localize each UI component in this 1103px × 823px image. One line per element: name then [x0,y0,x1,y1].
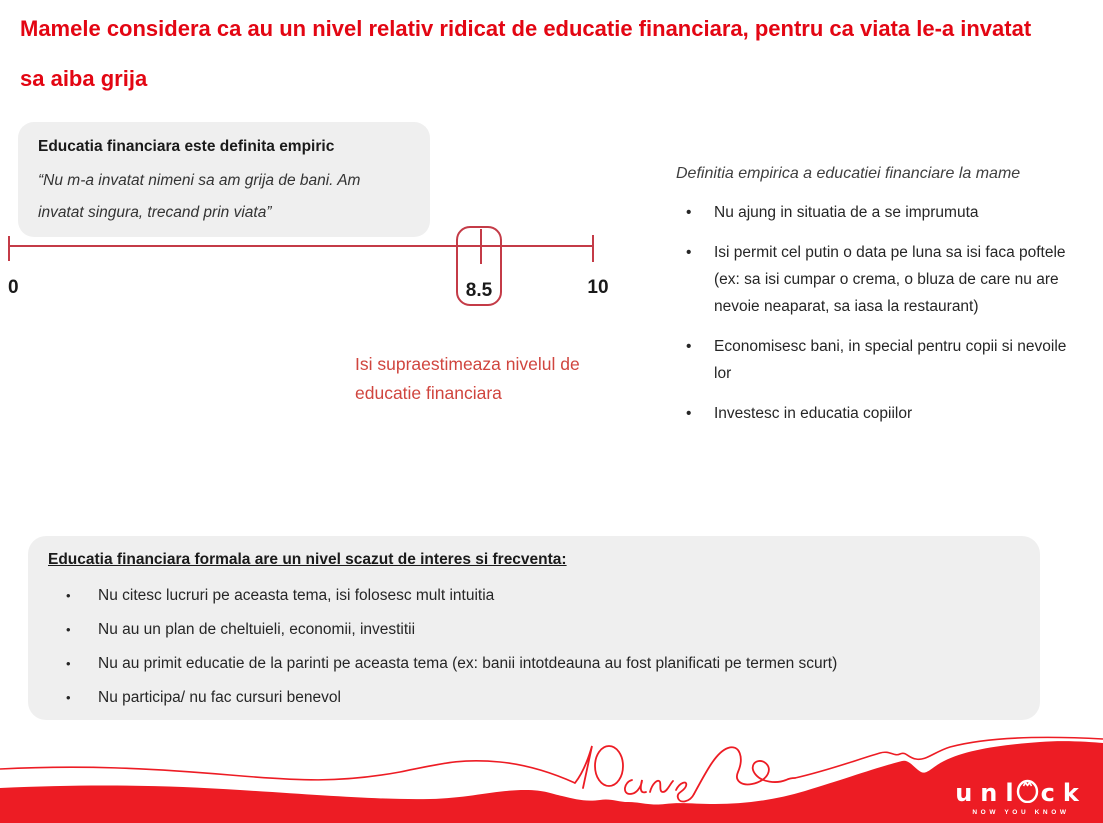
scale-max-label: 10 [587,277,609,298]
slide-title: Mamele considera ca au un nivel relativ ridicat de educatie financiara, pentru ca viata le-a invatat sa aiba grija [20,16,1032,91]
formal-list [48,586,1010,707]
empirical-box-heading: Educatia financiara este definita empiric [38,138,335,155]
list-item: • Isi permit cel putin o data pe luna sa isi faca poftele (ex: sa isi cumpar o crema, o bluza de care nu are nevoie neaparat, sa iasa la restaurant) [676,239,1074,320]
list-item: • Nu au primit educatie de la parinti pe aceasta tema (ex: banii intotdeauna au fost planificati pe termen scurt) [48,654,1010,673]
list-item: • Economisesc bani, in special pentru copii si nevoile lor [676,333,1074,387]
unlock-word-left: unl [955,778,1022,807]
list-item: • Nu participa/ nu fac cursuri benevol [48,688,1010,707]
footer-wave [0,728,1103,823]
empirical-box-quote: “Nu m-a invatat nimeni sa am grija de bani. Am invatat singura, trecand prin viata” [38,172,361,221]
ten-ans-script-icon [575,746,795,801]
unlock-wordmark [950,777,1092,808]
scale-marker-label: 8.5 [465,280,493,301]
definition-list-heading: Definitia empirica a educatiei financiare la mame [676,165,1021,182]
footer-wave-fill [0,741,1103,823]
empirical-definition-box [18,122,430,237]
definition-list [676,199,1074,427]
footer-wave-line-left [0,761,575,783]
scale-tick-min [8,236,10,261]
scale-axis-line [8,245,594,247]
unlock-logo [950,777,1092,816]
empirical-definition-list [676,165,1074,440]
scale-tick-max [592,235,594,262]
formal-box-heading: Educatia financiara formala are un nivel scazut de interes si frecventa: [48,551,567,568]
unlock-word-right: ck [1040,778,1087,807]
scale-min-label: 0 [8,277,19,298]
scale-caption: Isi supraestimeaza nivelul de educatie financiara [355,354,580,403]
padlock-icon [1016,777,1039,808]
list-item: • Nu au un plan de cheltuieli, economii, investitii [48,620,1010,639]
list-item: • Investesc in educatia copiilor [676,400,1074,427]
unlock-tagline: NOW YOU KNOW [972,809,1070,816]
formal-education-box [28,536,1040,720]
list-item: • Nu ajung in situatia de a se imprumuta [676,199,1074,226]
list-item: • Nu citesc lucruri pe aceasta tema, isi folosesc mult intuitia [48,586,1010,605]
